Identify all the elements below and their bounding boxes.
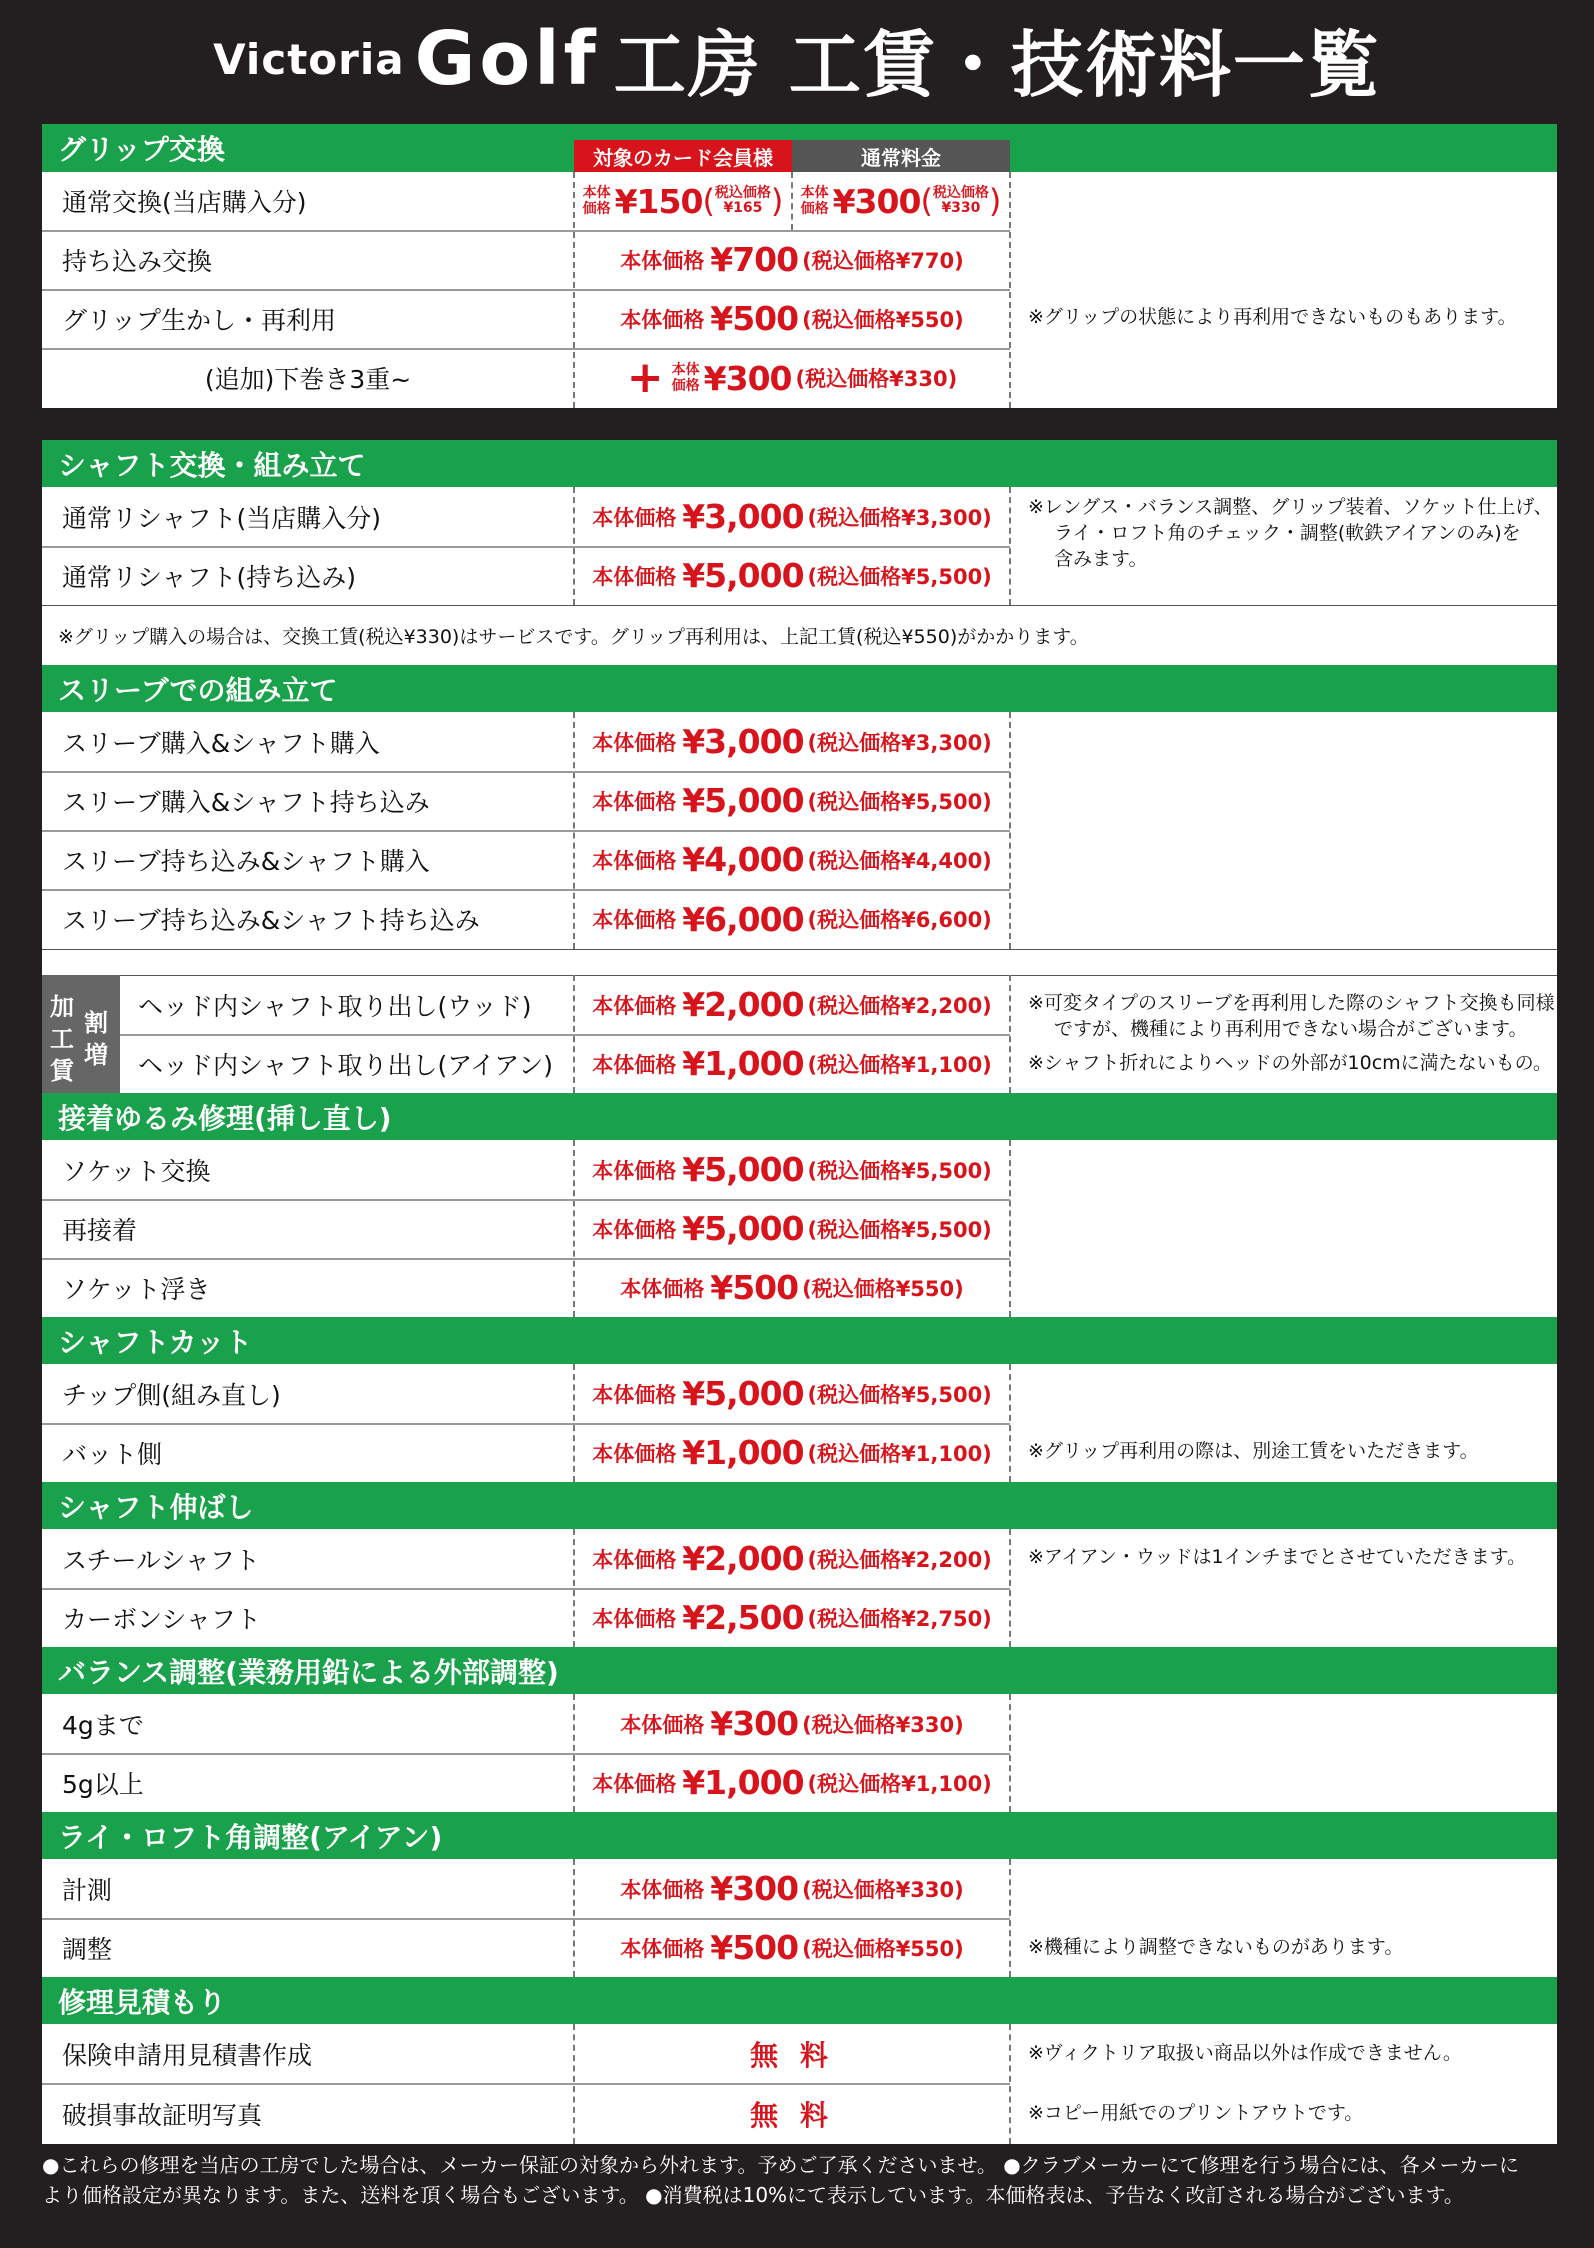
member-price: 本体 価格 ¥150 ( 税込価格 ¥165 ) (582, 181, 784, 221)
page-title (0, 0, 1594, 118)
grip-note: ※グリップの状態により再利用できないものもあります。 (1028, 306, 1517, 328)
row-label: カーボンシャフト (62, 1604, 261, 1634)
table-row (42, 1694, 1557, 1753)
table-row (42, 230, 1557, 289)
lie-section-header: ライ・ロフト角調整(アイアン) (42, 1812, 1557, 1859)
footer-line: ●これらの修理を当店の工房でした場合は、メーカー保証の対象から外れます。予めご了承くださいませ。 ●クラブメーカーにて修理を行う場合には、各メーカーに (42, 2153, 1520, 2177)
shaft-full-note: ※グリップ購入の場合は、交換工賃(税込¥330)はサービスです。グリップ再利用は、上記工賃(税込¥550)がかかります。 (58, 625, 1089, 648)
row-price: 本体価格 ¥1,000 (税込価格¥1,100) (592, 1763, 992, 1802)
table-row (42, 2024, 1557, 2083)
row-label: バット側 (62, 1439, 163, 1469)
table-row (42, 1140, 1557, 1199)
glue-section-header: 接着ゆるみ修理(挿し直し) (42, 1093, 1557, 1140)
row-label: チップ側(組み直し) (62, 1380, 281, 1410)
grip-panel (42, 124, 1557, 408)
row-price: 本体価格 ¥3,000 (税込価格¥3,300) (592, 722, 992, 761)
table-row (42, 1364, 1557, 1423)
badge-normal: 通常料金 (792, 140, 1010, 172)
row-label: 持ち込み交換 (62, 246, 213, 276)
row-price: 本体価格 ¥300 (税込価格¥330) (620, 1869, 964, 1908)
table-row (42, 1753, 1557, 1812)
title-text: 工房 工賃・技術料一覧 (613, 23, 1381, 107)
row-label: 通常リシャフト(当店購入分) (62, 503, 382, 533)
main-panel (42, 440, 1557, 2144)
row-price: 本体価格 ¥5,000 (税込価格¥5,500) (592, 1150, 992, 1189)
brand-name: Victoria (213, 34, 405, 84)
row-label: 破損事故証明写真 (62, 2100, 263, 2130)
estimate-note: ※コピー用紙でのプリントアウトです。 (1028, 2102, 1364, 2124)
row-divider (42, 949, 1557, 950)
balance-section-header: バランス調整(業務用鉛による外部調整) (42, 1647, 1557, 1694)
badge-member: 対象のカード会員様 (574, 140, 792, 172)
estimate-note: ※ヴィクトリア取扱い商品以外は作成できません。 (1028, 2042, 1462, 2064)
row-label: スリーブ購入&シャフト持ち込み (62, 787, 430, 817)
table-row (42, 348, 1557, 408)
row-price: 本体価格 ¥5,000 (税込価格¥5,500) (592, 1209, 992, 1248)
row-label: 通常リシャフト(持ち込み) (62, 562, 357, 592)
estimate-section-header: 修理見積もり (42, 1977, 1557, 2024)
table-row (42, 1258, 1557, 1317)
row-label: 再接着 (62, 1215, 138, 1245)
row-price: 無 料 (750, 2038, 834, 2072)
kakou-badge: 加 工 賃 割 増 (42, 975, 120, 1093)
row-label: (追加)下巻き3重~ (204, 365, 412, 394)
row-price: 本体価格 ¥4,000 (税込価格¥4,400) (592, 840, 992, 879)
row-price: 本体価格 ¥500 (税込価格¥550) (620, 299, 964, 338)
row-price: 本体価格 ¥300 (税込価格¥330) (620, 1704, 964, 1743)
sleeve-section-header: スリーブでの組み立て (42, 665, 1557, 712)
table-row (42, 712, 1557, 771)
price-label-stack: 本体 価格 (582, 185, 611, 217)
row-label: 調整 (62, 1934, 113, 1964)
table-row (42, 2083, 1557, 2144)
cut-note: ※グリップ再利用の際は、別途工賃をいただきます。 (1028, 1440, 1479, 1462)
row-label: 通常交換(当店購入分) (62, 188, 307, 217)
row-price: 本体価格 ¥3,000 (税込価格¥3,300) (592, 497, 992, 536)
price-label-stack: 本体 価格 (800, 185, 829, 217)
row-label: 5g以上 (62, 1769, 144, 1799)
row-price: 本体価格 ¥1,000 (税込価格¥1,100) (592, 1433, 992, 1472)
table-row (42, 889, 1557, 949)
table-row (42, 771, 1557, 830)
grip-section-header: グリップ交換 (42, 124, 1557, 172)
shaft-section-header: シャフト交換・組み立て (42, 440, 1557, 487)
row-price: 本体価格 ¥5,000 (税込価格¥5,500) (592, 781, 992, 820)
cut-section-header: シャフトカット (42, 1317, 1557, 1364)
extend-section-header: シャフト伸ばし (42, 1482, 1557, 1529)
row-price: 本体価格 ¥2,500 (税込価格¥2,750) (592, 1598, 992, 1637)
row-label: スリーブ持ち込み&シャフト持ち込み (62, 906, 480, 935)
row-price: 本体価格 ¥6,000 (税込価格¥6,600) (592, 899, 992, 939)
row-price: 本体価格 ¥2,000 (税込価格¥2,200) (592, 985, 992, 1024)
row-price: 本体価格 ¥700 (税込価格¥770) (620, 240, 964, 279)
row-price: 本体価格 ¥1,000 (税込価格¥1,100) (592, 1044, 992, 1083)
row-label: 保険申請用見積書作成 (62, 2040, 313, 2070)
row-label: 計測 (62, 1875, 113, 1905)
extend-note: ※アイアン・ウッドは1インチまでとさせていただきます。 (1028, 1546, 1527, 1568)
row-price: 本体価格 ¥5,000 (税込価格¥5,500) (592, 556, 992, 595)
row-price: 無 料 (750, 2098, 834, 2132)
table-row (42, 1859, 1557, 1918)
table-row (42, 1199, 1557, 1258)
table-row (42, 830, 1557, 889)
row-label: スチールシャフト (62, 1545, 260, 1575)
shaft-note: ※レングス・バランス調整、グリップ装着、ソケット仕上げ、 ライ・ロフト角のチェック・調整(軟鉄アイアンのみ)を 含みます。 (1028, 496, 1553, 570)
plus-icon: + (626, 352, 664, 403)
row-label: グリップ生かし・再利用 (62, 305, 337, 335)
row-label: スリーブ持ち込み&シャフト購入 (62, 846, 430, 876)
row-price: 本体価格 ¥500 (税込価格¥550) (620, 1928, 964, 1967)
row-label: ソケット浮き (62, 1274, 211, 1304)
brand-golf: Golf (414, 16, 600, 102)
row-price: 本体価格 ¥5,000 (税込価格¥5,500) (592, 1374, 992, 1413)
table-row (42, 172, 1557, 230)
row-price: 本体価格 ¥500 (税込価格¥550) (620, 1268, 964, 1307)
lie-note: ※機種により調整できないものがあります。 (1028, 1936, 1404, 1958)
row-price: 本体価格 ¥2,000 (税込価格¥2,200) (592, 1539, 992, 1578)
row-label: ヘッド内シャフト取り出し(アイアン) (138, 1050, 554, 1080)
table-row (42, 1588, 1557, 1647)
price-label-stack: 本体 価格 (671, 362, 700, 394)
normal-price: 本体 価格 ¥300 ( 税込価格 ¥330 ) (800, 181, 1002, 221)
row-label: ヘッド内シャフト取り出し(ウッド) (138, 991, 532, 1021)
footer-notes (42, 2150, 1557, 2210)
row-price: + 本体 価格 ¥300 (税込価格¥330) (626, 352, 958, 403)
row-label: ソケット交換 (62, 1156, 211, 1186)
row-label: スリーブ購入&シャフト購入 (62, 728, 380, 758)
kakou-note: ※可変タイプのスリーブを再利用した際のシャフト交換も同様 ですが、機種により再利用できない場合がございます。 ※シャフト折れによりヘッドの外部が10cmに満たないもの。 (1028, 992, 1555, 1074)
footer-line: より価格設定が異なります。また、送料を頂く場合もございます。 ●消費税は10%にて表示しています。本価格表は、予告なく改訂される場合がございます。 (42, 2183, 1464, 2207)
row-label: 4gまで (62, 1710, 144, 1740)
